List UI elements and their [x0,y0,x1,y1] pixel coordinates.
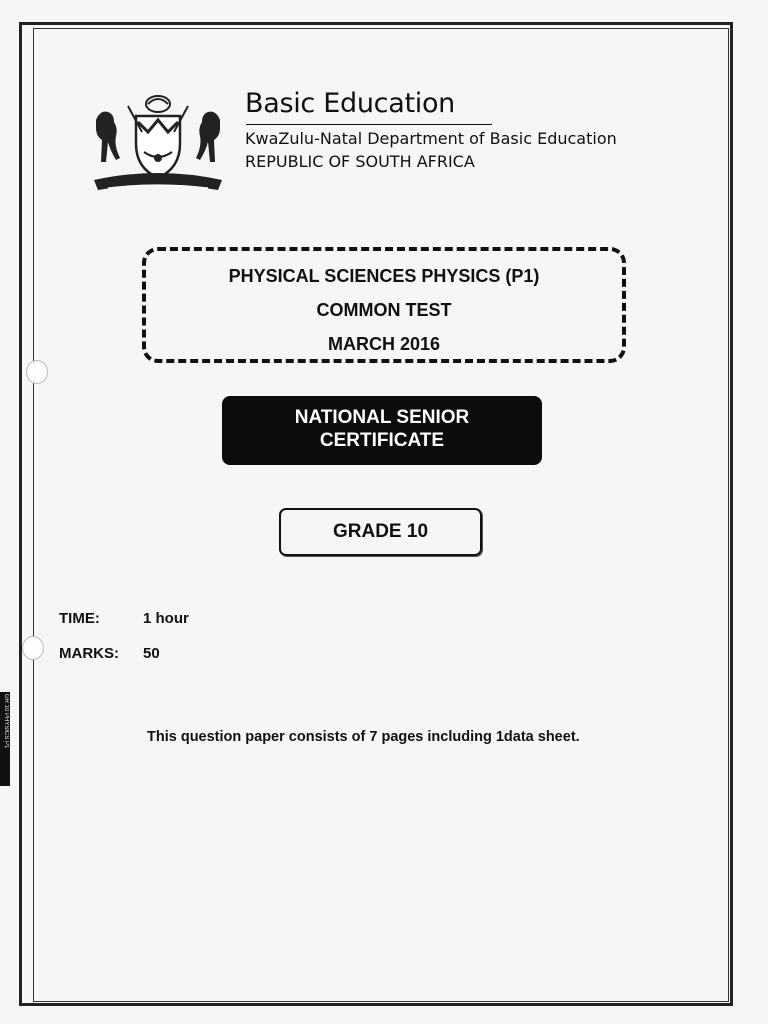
certificate-banner [222,396,542,465]
certificate-line-2: CERTIFICATE [319,430,445,451]
punch-hole [26,360,48,384]
page-title: Basic Education [245,88,455,119]
coat-of-arms-icon [88,92,228,197]
side-tab-label: GR 10 PHYSICS P1 [3,694,9,749]
subject-title-box [142,247,626,363]
time-label: TIME: [59,610,100,627]
grade-badge: GRADE 10 [279,508,482,556]
certificate-line-1: NATIONAL SENIOR [294,407,470,428]
time-value: 1 hour [143,610,189,627]
punch-hole [22,636,44,660]
test-type: COMMON TEST [316,300,452,320]
department-name: KwaZulu-Natal Department of Basic Education [245,129,617,148]
test-date: MARCH 2016 [327,334,441,354]
marks-label: MARKS: [59,645,119,662]
page-count-note: This question paper consists of 7 pages including 1data sheet. [147,729,580,745]
title-underline [246,124,492,125]
marks-value: 50 [143,645,160,662]
country-name: REPUBLIC OF SOUTH AFRICA [245,152,475,171]
subject-title: PHYSICAL SCIENCES PHYSICS (P1) [228,266,540,286]
